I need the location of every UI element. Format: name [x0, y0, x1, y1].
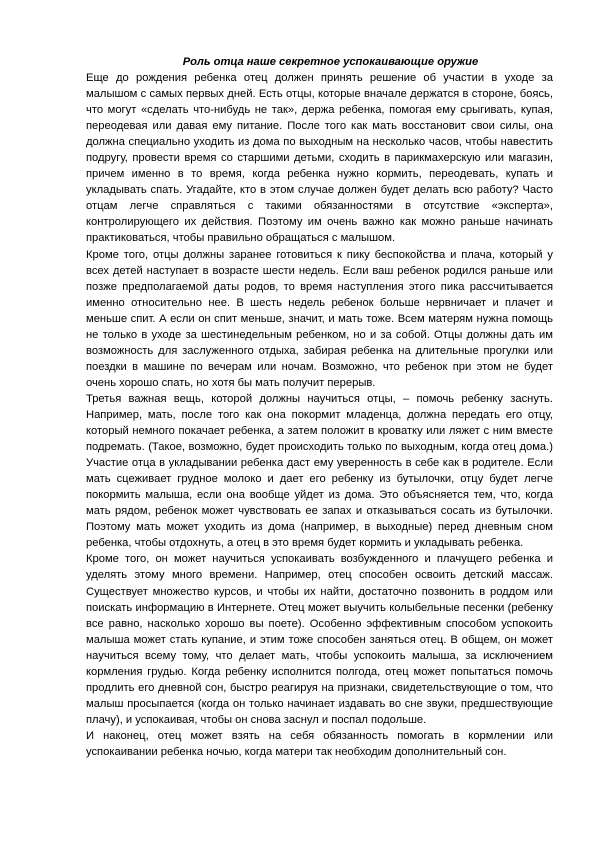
paragraph-1: Еще до рождения ребенка отец должен принять решение об участии в уходе за малышом с самых первых дней. Есть отцы, которые вначале держатся в стороне, боясь, что могут «сделать что-нибудь не так», держа ребенка, помогая ему срыгивать, купая, переодевая или давая ему питание. После того как мать восстановит свои силы, она должна специально уходить из дома по выходным на несколько часов, чтобы навестить подругу, провести время со старшими детьми, сходить в парикмахерскую или магазин, причем именно в то время, когда ребенка нужно кормить, переодевать, купать и укладывать спать. Угадайте, кто в этом случае должен будет делать всю работу? Часто отцам легче справляться с такими обязанностями в отсутствие «эксперта», контролирующего их действия. Поэтому им очень важно как можно раньше начинать практиковаться, чтобы правильно обращаться с малышом.	[86, 72, 553, 245]
paragraph-4: Кроме того, он может научиться успокаивать возбужденного и плачущего ребенка и уделять этому много времени. Например, отец способен освоить детский массаж. Существует множество курсов, и чтобы их найти, достаточно позвонить в роддом или поискать информацию в Интернете. Отец может выучить колыбельные песенки (ребенку все равно, насколько хорошо вы поете). Особенно эффективным способом успокоить малыша может стать купание, и этим тоже способен заняться отец. В общем, он может научиться всему тому, что делает мать, чтобы успокоить малыша, за исключением кормления грудью. Когда ребенку исполнится полгода, отец может попытаться помочь продлить его дневной сон, быстро реагируя на признаки, свидетельствующие о том, что малыш просыпается (когда он только начинает издавать во сне звуки, предшествующие плачу), и успокаивая, чтобы он снова заснул и поспал подольше.	[86, 553, 553, 726]
paragraph-2: Кроме того, отцы должны заранее готовиться к пику беспокойства и плача, который у всех детей наступает в возрасте шести недель. Если ваш ребенок родился раньше или позже предполагаемой даты родов, то время наступления этого пика рассчитывается именно относительно нее. В шесть недель ребенок больше нервничает и плачет и меньше спит. А если он спит меньше, значит, и мать тоже. Всем матерям нужна помощь не только в уходе за шестинедельным ребенком, но и за собой. Отцы должны дать им возможность для заслуженного отдыха, забирая ребенка на длительные прогулки или поездки в машине по вечерам или ночам. Возможно, что ребенок при этом не будет очень хорошо спать, но хотя бы мать получит перерыв.	[86, 248, 553, 389]
paragraph-5: И наконец, отец может взять на себя обязанность помогать в кормлении или успокаивании ребенка ночью, когда матери так необходим дополнительный сон.	[86, 729, 553, 758]
document-page	[86, 54, 553, 760]
paragraph-3: Третья важная вещь, которой должны научиться отцы, – помочь ребенку заснуть. Например, мать, после того как она покормит младенца, должна передать его отцу, который немного покачает ребенка, а затем положит в кроватку или ляжет с ним вместе подремать. (Такое, возможно, будет происходить только по выходным, когда отец дома.) Участие отца в укладывании ребенка даст ему уверенность в себе как в родителе. Если мать сцеживает грудное молоко и дает его ребенку из бутылочки, отцу будет легче покормить малыша, если она вообще уйдет из дома. Это объясняется тем, что, когда мать рядом, ребенок может чувствовать ее запах и отказываться сосать из бутылочки. Поэтому мать может уходить из дома (например, в выходные) перед дневным сном ребенка, чтобы отдохнуть, а отец в это время будет кормить и укладывать ребенка.	[86, 392, 553, 550]
document-title: Роль отца наше секретное успокаивающие оружие	[182, 56, 479, 68]
